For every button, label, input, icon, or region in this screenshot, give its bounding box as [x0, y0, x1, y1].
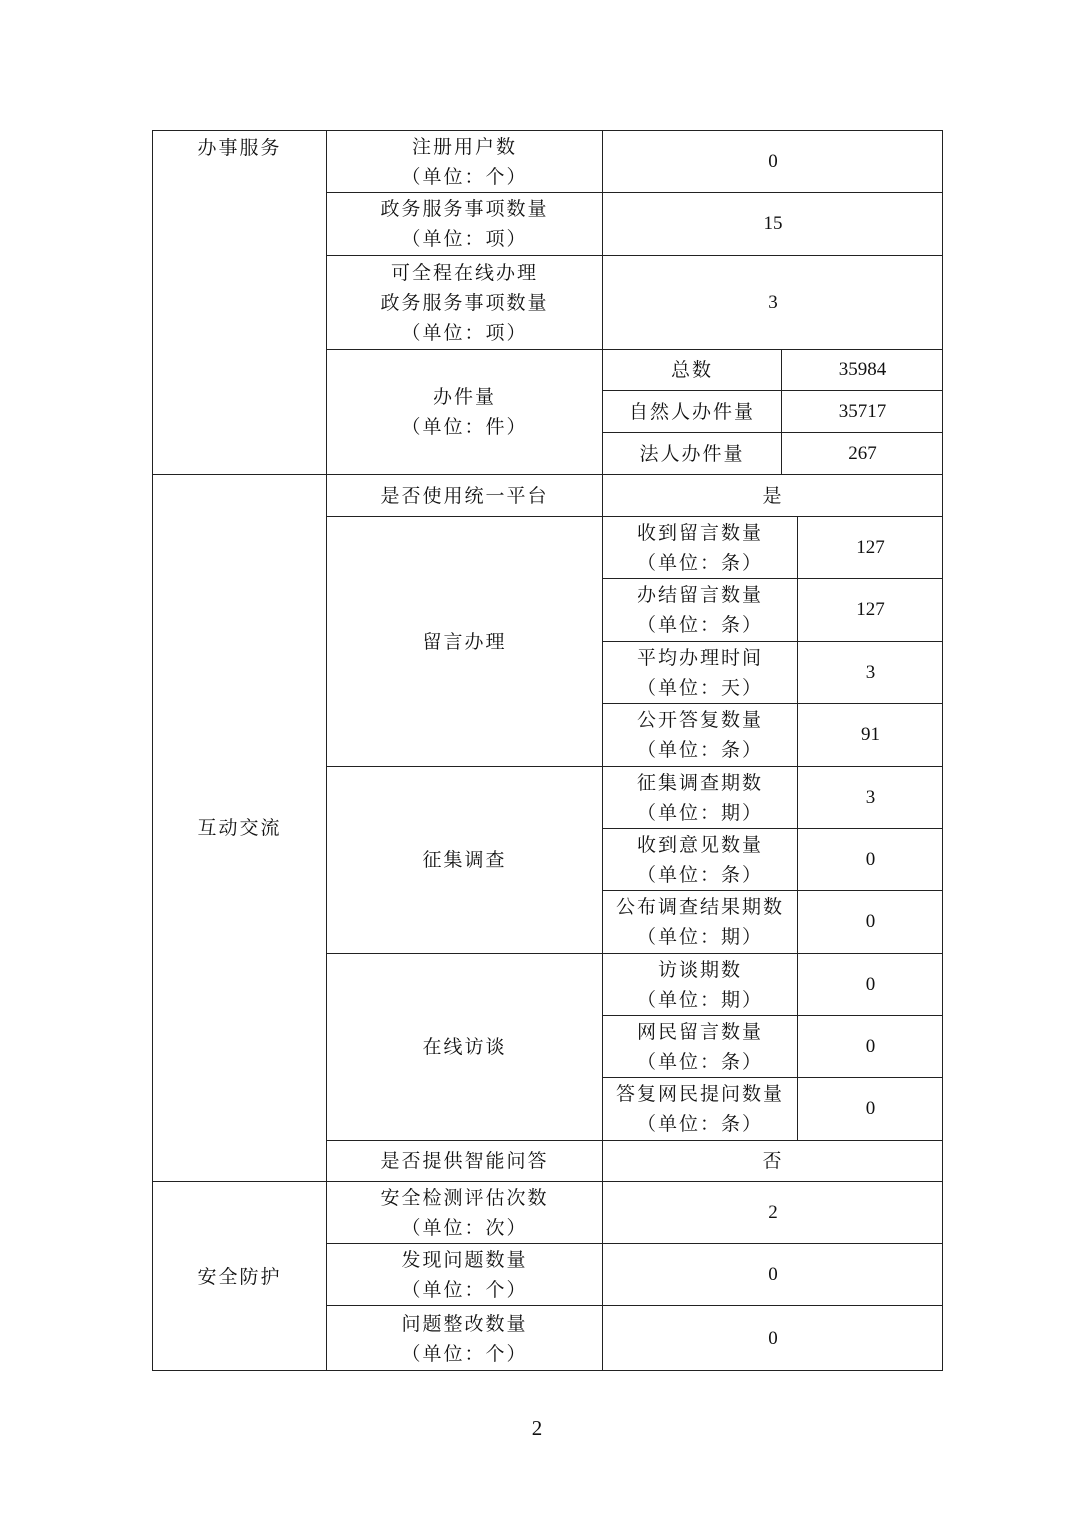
unified-platform-value: 是 [602, 474, 943, 516]
assessments-value: 2 [602, 1181, 943, 1243]
messages-received-value: 127 [797, 516, 943, 578]
online-items-label: 可全程在线办理 政务服务事项数量 （单位：项） [326, 255, 602, 349]
interview-netizen-msgs-label: 网民留言数量 （单位：条） [602, 1015, 797, 1077]
cases-legal-value: 267 [781, 432, 943, 474]
cases-total-value: 35984 [781, 349, 943, 390]
cases-label: 办件量 （单位：件） [326, 349, 602, 474]
smart-qa-label: 是否提供智能问答 [326, 1140, 602, 1181]
messages-received-label: 收到留言数量 （单位：条） [602, 516, 797, 578]
service-items-label: 政务服务事项数量 （单位：项） [326, 192, 602, 255]
issues-found-label: 发现问题数量 （单位：个） [326, 1243, 602, 1305]
interview-periods-label: 访谈期数 （单位：期） [602, 953, 797, 1015]
category-service: 办事服务 [152, 130, 326, 474]
category-security: 安全防护 [152, 1181, 326, 1371]
messages-public-reply-value: 91 [797, 703, 943, 766]
interview-replies-label: 答复网民提问数量 （单位：条） [602, 1077, 797, 1140]
table-bottom-border [152, 1370, 943, 1371]
messages-label: 留言办理 [326, 516, 602, 766]
interview-replies-value: 0 [797, 1077, 943, 1140]
registered-users-value: 0 [602, 130, 943, 192]
messages-closed-value: 127 [797, 578, 943, 641]
issues-fixed-label: 问题整改数量 （单位：个） [326, 1305, 602, 1371]
cases-natural-value: 35717 [781, 390, 943, 432]
survey-label: 征集调查 [326, 766, 602, 953]
cases-natural-label: 自然人办件量 [602, 390, 781, 432]
messages-avg-time-label: 平均办理时间 （单位：天） [602, 641, 797, 703]
survey-opinions-value: 0 [797, 828, 943, 890]
messages-avg-time-value: 3 [797, 641, 943, 703]
interview-netizen-msgs-value: 0 [797, 1015, 943, 1077]
table-right-border [942, 130, 943, 1371]
issues-fixed-value: 0 [602, 1305, 943, 1371]
messages-closed-label: 办结留言数量 （单位：条） [602, 578, 797, 641]
survey-opinions-label: 收到意见数量 （单位：条） [602, 828, 797, 890]
cases-total-label: 总数 [602, 349, 781, 390]
page-number: 2 [531, 1416, 543, 1440]
survey-periods-value: 3 [797, 766, 943, 828]
category-interaction: 互动交流 [152, 474, 326, 1181]
interview-periods-value: 0 [797, 953, 943, 1015]
registered-users-label: 注册用户数 （单位：个） [326, 130, 602, 192]
messages-public-reply-label: 公开答复数量 （单位：条） [602, 703, 797, 766]
interview-label: 在线访谈 [326, 953, 602, 1140]
online-items-value: 3 [602, 255, 943, 349]
service-items-value: 15 [602, 192, 943, 255]
smart-qa-value: 否 [602, 1140, 943, 1181]
survey-periods-label: 征集调查期数 （单位：期） [602, 766, 797, 828]
assessments-label: 安全检测评估次数 （单位：次） [326, 1181, 602, 1243]
unified-platform-label: 是否使用统一平台 [326, 474, 602, 516]
issues-found-value: 0 [602, 1243, 943, 1305]
survey-results-value: 0 [797, 890, 943, 953]
cases-legal-label: 法人办件量 [602, 432, 781, 474]
survey-results-label: 公布调查结果期数 （单位：期） [602, 890, 797, 953]
